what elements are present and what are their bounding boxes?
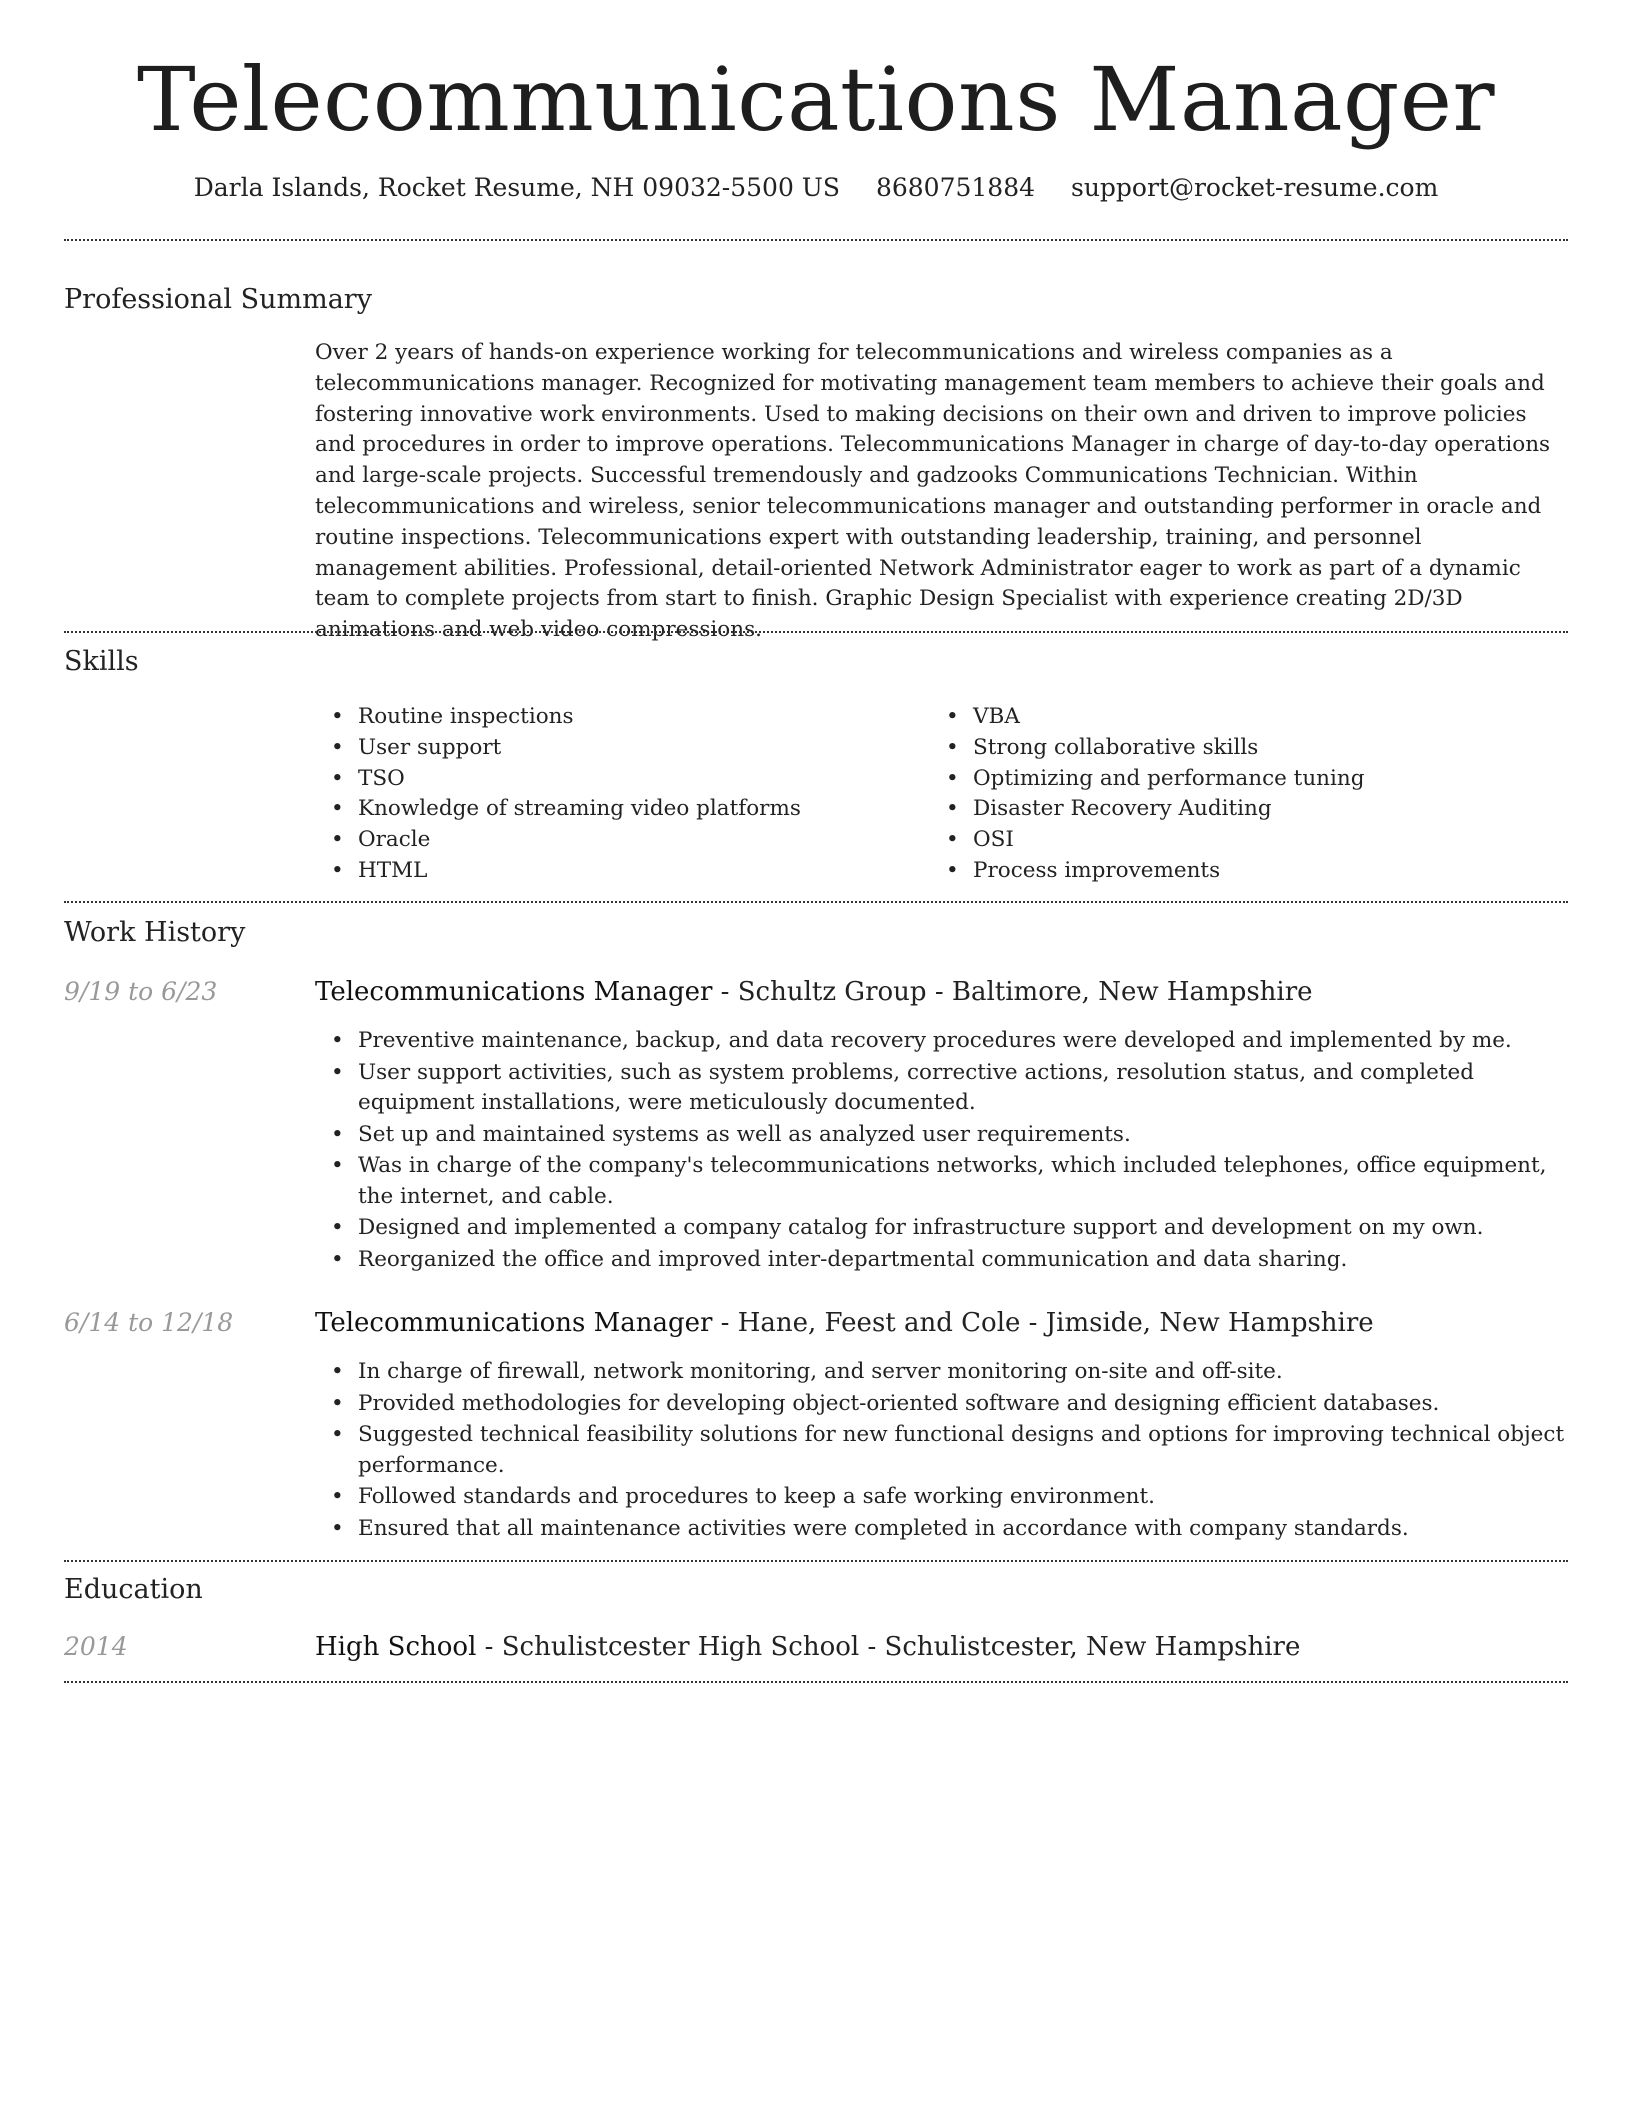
- job-bullet: • Preventive maintenance, backup, and data recovery procedures were developed and implemented by me.: [315, 1026, 1565, 1056]
- job-bullet: • Set up and maintained systems as well as analyzed user requirements.: [315, 1120, 1565, 1150]
- skill-item: • Process improvements: [930, 856, 1510, 887]
- summary-text: Over 2 years of hands-on experience working for telecommunications and wireless companies as a telecommunications manager. Recognized for motivating management team members to achieve their goals and fostering innovative work environments. Used to making decisions on their own and driven to improve policies and procedures in order to improve operations. Telecommunications Manager in charge of day-to-day operations and large-scale projects. Successful tremendously and gadzooks Communications Technician. Within telecommunications and wireless, senior telecommunications manager and outstanding performer in oracle and routine inspections. Telecommunications expert with outstanding leadership, training, and personnel management abilities. Professional, detail-oriented Network Administrator eager to work as part of a dynamic team to complete projects from start to finish. Graphic Design Specialist with experience creating 2D/3D animations and web video compressions.: [315, 340, 1551, 643]
- job-title: Telecommunications Manager: [315, 977, 713, 1007]
- job-bullet: • Ensured that all maintenance activities were completed in accordance with company standards.: [315, 1514, 1565, 1544]
- job-bullet: • Was in charge of the company's telecommunications networks, which included telephones, office equipment, the internet, and cable.: [315, 1151, 1565, 1211]
- section-heading-skills: Skills: [64, 646, 139, 677]
- job-employer: - Hane, Feest and Cole - Jimside, New Hampshire: [712, 1308, 1374, 1338]
- education-degree: High School: [315, 1632, 477, 1662]
- job-bullets: [315, 1357, 1565, 1546]
- job-title: Telecommunications Manager: [315, 1308, 713, 1338]
- divider: [64, 1560, 1568, 1562]
- skill-item: • HTML: [315, 856, 895, 887]
- divider: [64, 239, 1568, 241]
- skill-item: • Routine inspections: [315, 702, 895, 733]
- contact-line: [0, 168, 1632, 208]
- job-bullet: • In charge of firewall, network monitoring, and server monitoring on-site and off-site.: [315, 1357, 1565, 1387]
- divider: [64, 1681, 1568, 1683]
- skill-item: • Knowledge of streaming video platforms: [315, 794, 895, 825]
- job-bullet: • User support activities, such as system problems, corrective actions, resolution status, and completed equipment installations, were meticulously documented.: [315, 1058, 1565, 1118]
- section-heading-work: Work History: [64, 917, 246, 948]
- job-bullets: [315, 1026, 1565, 1277]
- section-heading-summary: Professional Summary: [64, 284, 372, 315]
- section-heading-education: Education: [64, 1574, 203, 1605]
- skill-item: • Optimizing and performance tuning: [930, 764, 1510, 795]
- job-heading: [315, 1305, 1374, 1341]
- skill-item: • Oracle: [315, 825, 895, 856]
- contact-email: support@rocket-resume.com: [1070, 173, 1439, 202]
- contact-phone: 8680751884: [875, 173, 1036, 202]
- divider: [64, 631, 1568, 633]
- divider: [64, 901, 1568, 903]
- skill-item: • OSI: [930, 825, 1510, 856]
- job-bullet: • Designed and implemented a company catalog for infrastructure support and development on my own.: [315, 1213, 1565, 1243]
- job-bullet: • Suggested technical feasibility solutions for new functional designs and options for improving technical object performance.: [315, 1420, 1565, 1480]
- education-school: - Schulistcester High School - Schulistcester, New Hampshire: [476, 1632, 1301, 1662]
- job-employer: - Schultz Group - Baltimore, New Hampshire: [712, 977, 1313, 1007]
- education-heading: [315, 1629, 1300, 1665]
- education-year: 2014: [64, 1632, 128, 1661]
- job-dates: 6/14 to 12/18: [64, 1308, 234, 1337]
- skill-item: • TSO: [315, 764, 895, 795]
- job-dates: 9/19 to 6/23: [64, 977, 218, 1006]
- job-bullet: • Followed standards and procedures to keep a safe working environment.: [315, 1482, 1565, 1512]
- resume-title: Telecommunications Manager: [136, 48, 1496, 151]
- skill-item: • Strong collaborative skills: [930, 733, 1510, 764]
- skills-list-left: [315, 702, 895, 887]
- job-heading: [315, 974, 1313, 1010]
- job-bullet: • Provided methodologies for developing object-oriented software and designing efficient databases.: [315, 1389, 1565, 1419]
- skill-item: • VBA: [930, 702, 1510, 733]
- skill-item: • User support: [315, 733, 895, 764]
- skills-list-right: [930, 702, 1510, 887]
- job-bullet: • Reorganized the office and improved inter-departmental communication and data sharing.: [315, 1245, 1565, 1275]
- contact-address: Darla Islands, Rocket Resume, NH 09032-5500 US: [193, 173, 841, 202]
- skill-item: • Disaster Recovery Auditing: [930, 794, 1510, 825]
